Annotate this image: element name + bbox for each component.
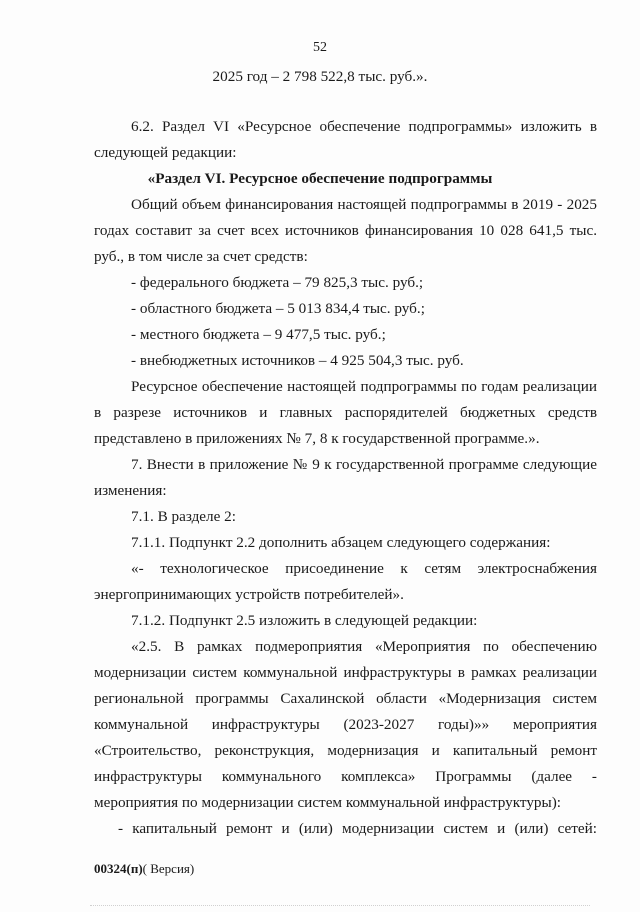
- text-line: годах составит за счет всех источников финансирования 10 028 641,5 тыс.: [94, 222, 597, 239]
- text-line: «Строительство, реконструкция, модернизация и капитальный ремонт: [94, 742, 597, 759]
- text-line: 2025 год – 2 798 522,8 тыс. руб.».: [212, 68, 428, 85]
- text-line: в разрезе источников и главных распорядителей бюджетных средств: [94, 404, 597, 421]
- text-line: модернизации систем коммунальной инфраструктуры в рамках реализации: [94, 664, 597, 681]
- list-item: - федерального бюджета – 79 825,3 тыс. руб.;: [131, 274, 424, 291]
- text-line: 6.2. Раздел VI «Ресурсное обеспечение подпрограммы» изложить в: [131, 118, 597, 135]
- text-line: представлено в приложениях № 7, 8 к государственной программе.».: [94, 430, 540, 447]
- text-line: энергопринимающих устройств потребителей».: [94, 586, 404, 603]
- text-line: 7.1. В разделе 2:: [131, 508, 236, 525]
- page-number: 52: [313, 40, 327, 55]
- text-line: мероприятия по модернизации систем коммунальной инфраструктуры):: [94, 794, 561, 811]
- section-heading: «Раздел VI. Ресурсное обеспечение подпрограммы: [147, 170, 493, 187]
- list-item: - капитальный ремонт и (или) модернизации систем и (или) сетей:: [118, 820, 597, 837]
- text-line: 7.1.1. Подпункт 2.2 дополнить абзацем следующего содержания:: [131, 534, 551, 551]
- text-line: 7. Внести в приложение № 9 к государственной программе следующие: [131, 456, 597, 473]
- text-line: руб., в том числе за счет средств:: [94, 248, 308, 265]
- text-line: региональной программы Сахалинской области «Модернизация систем: [94, 690, 597, 707]
- list-item: - местного бюджета – 9 477,5 тыс. руб.;: [131, 326, 386, 343]
- document-code: 00324(п): [94, 861, 143, 876]
- document-footer: [94, 861, 194, 877]
- text-line: коммунальной инфраструктуры (2023-2027 годы)»» мероприятия: [94, 716, 597, 733]
- text-line: Ресурсное обеспечение настоящей подпрограммы по годам реализации: [131, 378, 597, 395]
- text-line: Общий объем финансирования настоящей подпрограммы в 2019 - 2025: [131, 196, 597, 213]
- list-item: - внебюджетных источников – 4 925 504,3 тыс. руб.: [131, 352, 464, 369]
- text-line: инфраструктуры коммунального комплекса» Программы (далее -: [94, 768, 597, 785]
- text-line: «- технологическое присоединение к сетям электроснабжения: [131, 560, 597, 577]
- text-line: следующей редакции:: [94, 144, 237, 161]
- text-line: 7.1.2. Подпункт 2.5 изложить в следующей редакции:: [131, 612, 478, 629]
- text-line: изменения:: [94, 482, 167, 499]
- list-item: - областного бюджета – 5 013 834,4 тыс. руб.;: [131, 300, 425, 317]
- document-version: ( Версия): [142, 861, 195, 876]
- scan-artifact-line: [90, 905, 590, 906]
- text-line: «2.5. В рамках подмероприятия «Мероприятия по обеспечению: [131, 638, 597, 655]
